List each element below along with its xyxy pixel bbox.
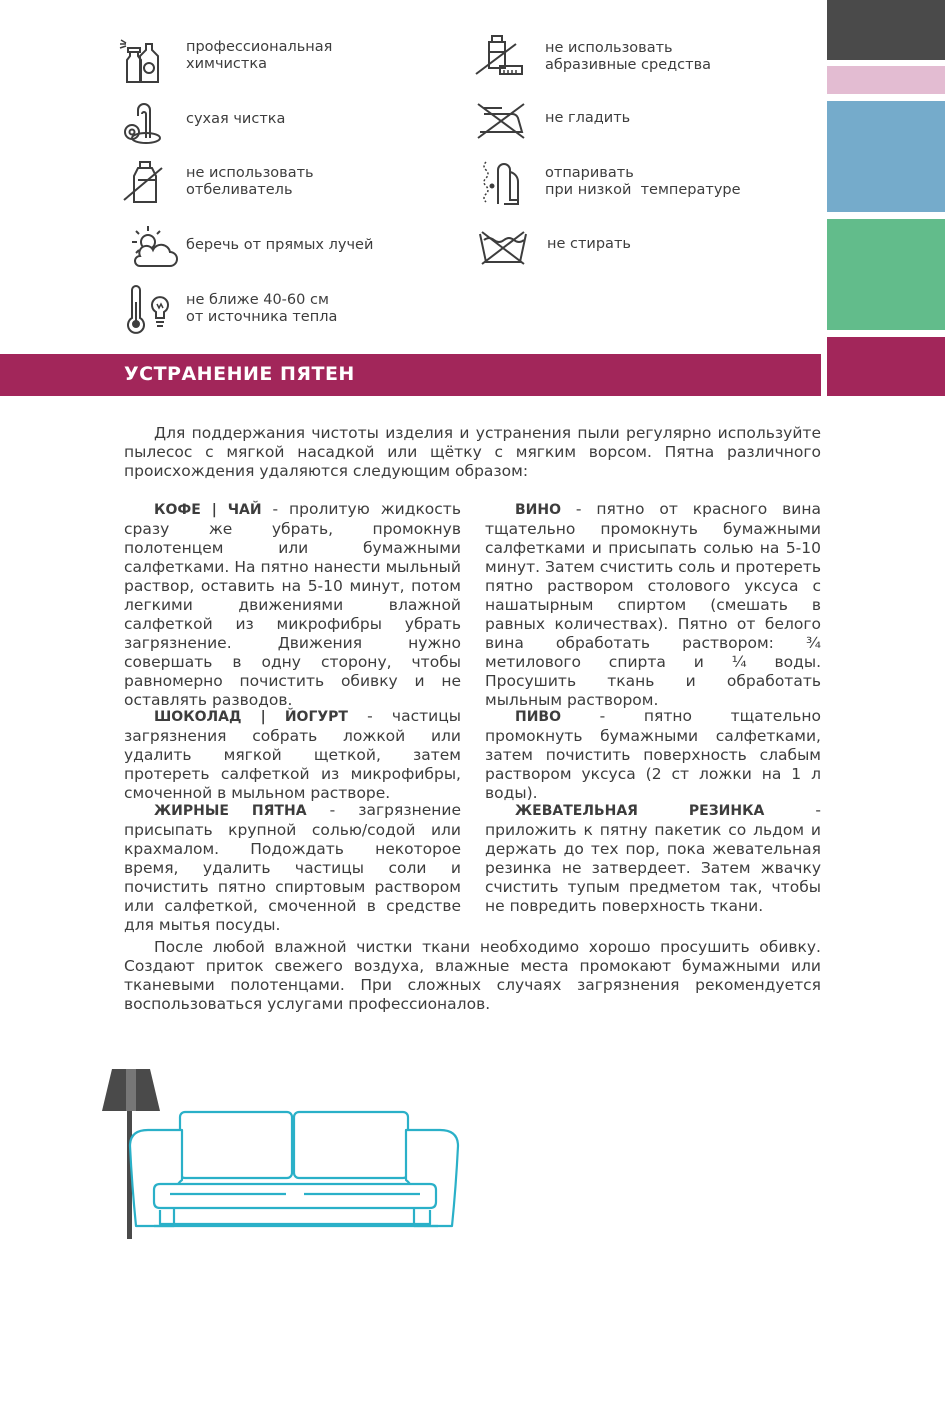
sofa-lamp-icon xyxy=(96,1066,466,1244)
stain-title: ВИНО xyxy=(515,502,562,518)
intro-paragraph: Для поддержания чистоты изделия и устранения пыли регулярно используйте пылесос с мягкой насадкой или щётку с мягким ворсом. Пятна различного происхождения удаляются следующим образом: xyxy=(124,424,821,480)
stain-text: - пролитую жидкость сразу же убрать, промокнув полотенцем или бумажными салфетками. На пятно нанести мыльный раствор, оставить на 5-10 минут, потом легкими движениями влажной салфеткой из микрофибры убрать загрязнение. Движения нужно совершать в одну сторону, чтобы равномерно почистить обивку и не оставлять разводов. xyxy=(124,500,461,709)
stain-text: - частицы загрязнения собрать ложкой или удалить мягкой щеткой, затем протереть салфеткой из микрофибры, смоченной в мыльном растворе. xyxy=(124,707,461,802)
no-bleach-icon xyxy=(116,156,170,210)
stain-chewing-gum xyxy=(485,801,821,916)
section-title: УСТРАНЕНИЕ ПЯТЕН xyxy=(124,363,355,385)
stain-text: - пятно тщательно промокнуть бумажными салфетками, затем почистить поверхность слабым раствором уксуса (2 ст ложки на 1 л воды). xyxy=(485,707,821,802)
care-label: не ближе 40-60 см от источника тепла xyxy=(186,292,338,325)
stain-title: ПИВО xyxy=(515,709,562,725)
no-iron-icon xyxy=(474,94,528,148)
care-label: отпаривать при низкой температуре xyxy=(545,165,741,198)
spray-bottles-icon xyxy=(116,34,170,88)
side-tab-4 xyxy=(827,219,945,330)
stain-title: ЖЕВАТЕЛЬНАЯ РЕЗИНКА xyxy=(515,803,765,819)
side-tab-3 xyxy=(827,101,945,212)
stain-coffee-tea xyxy=(124,500,461,710)
stain-title: ЖИРНЫЕ ПЯТНА xyxy=(154,803,307,819)
sun-cloud-icon xyxy=(126,222,180,276)
stain-grease xyxy=(124,801,461,935)
thermometer-bulb-icon xyxy=(120,284,174,338)
stain-chocolate-yogurt xyxy=(124,707,461,803)
side-tab-1 xyxy=(827,0,945,60)
care-label: беречь от прямых лучей xyxy=(186,237,374,253)
no-wash-icon xyxy=(476,218,530,272)
outro-paragraph: После любой влажной чистки ткани необходимо хорошо просушить обивку. Создают приток свежего воздуха, влажные места промокают бумажными или тканевыми полотенцами. При сложных случаях загрязнения рекомендуется воспользоваться услугами профессионалов. xyxy=(124,938,821,1013)
section-banner xyxy=(0,354,821,396)
care-label: не стирать xyxy=(547,236,631,252)
stain-beer xyxy=(485,707,821,803)
care-label: не использовать отбеливатель xyxy=(186,165,314,198)
side-tab-2 xyxy=(827,66,945,94)
stain-title: ШОКОЛАД | ЙОГУРТ xyxy=(154,709,348,725)
no-abrasive-icon xyxy=(472,30,526,84)
vacuum-cleaner-icon xyxy=(116,94,170,148)
care-label: не использовать абразивные средства xyxy=(545,40,712,73)
stain-title: КОФЕ | ЧАЙ xyxy=(154,502,262,518)
stain-wine xyxy=(485,500,821,710)
care-label: сухая чистка xyxy=(186,111,286,127)
stain-text: - загрязнение присыпать крупной солью/содой или крахмалом. Подождать некоторое время, удалить частицы соли и почистить пятно спиртовым раствором или салфеткой, смоченной в средстве для мытья посуды. xyxy=(124,801,461,934)
care-label: не гладить xyxy=(545,110,631,126)
care-label: профессиональная химчистка xyxy=(186,39,333,72)
side-tab-5 xyxy=(827,337,945,396)
stain-text: - приложить к пятну пакетик со льдом и держать до тех пор, пока жевательная резинка не затвердеет. Затем жвачку счистить тупым предметом так, чтобы не повредить поверхность ткани. xyxy=(485,801,821,915)
steam-low-temp-icon xyxy=(476,156,530,210)
stain-text: - пятно от красного вина тщательно промокнуть бумажными салфетками и присыпать солью на 5-10 минут. Затем счистить соль и протереть пятно раствором столового уксуса с нашатырным спиртом (смешать в равных количествах). Пятно от белого вина обработать раствором: ¾ метилового спирта и ¼ воды. Просушить ткань и обработать мыльным раствором. xyxy=(485,500,821,709)
